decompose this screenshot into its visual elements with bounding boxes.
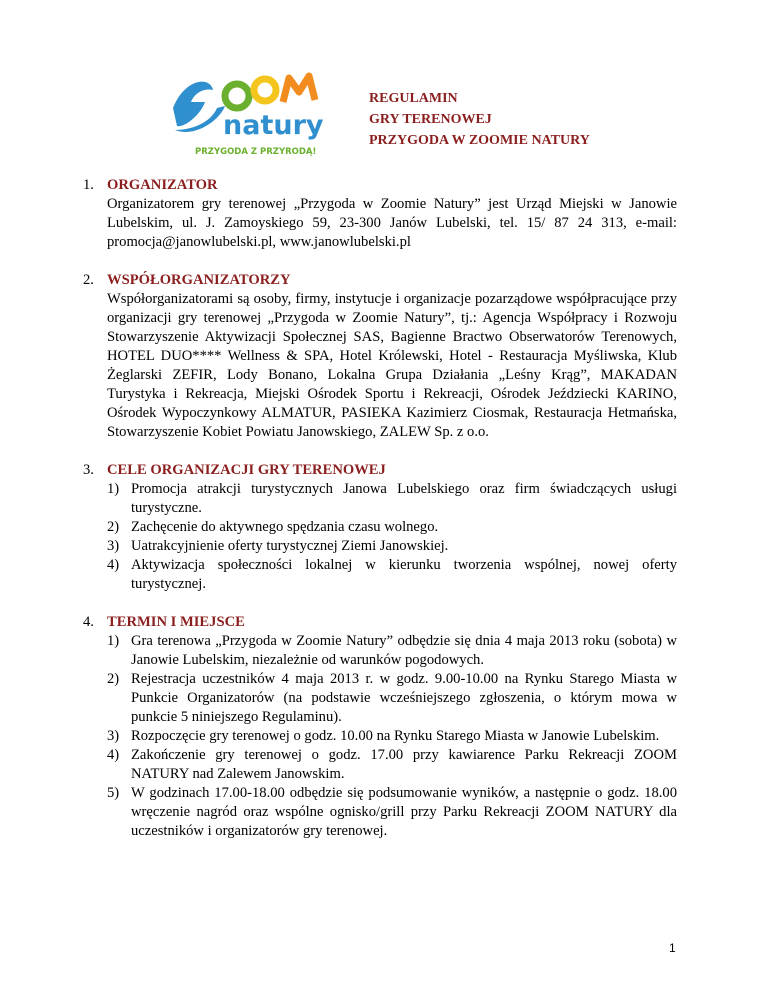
section-heading: WSPÓŁORGANIZATORZY: [107, 272, 291, 288]
item-number: 4): [107, 747, 120, 763]
svg-text:natury: natury: [223, 110, 324, 141]
list-item: [107, 556, 677, 594]
item-text: Promocja atrakcji turystycznych Janowa Lubelskiego oraz firm świadczących usługi turystyczne.: [131, 481, 677, 516]
svg-text:PRZYGODA Z PRZYRODĄ!: PRZYGODA Z PRZYRODĄ!: [195, 147, 317, 157]
section-number: 4.: [83, 614, 94, 630]
title-line-2: GRY TERENOWEJ: [369, 112, 492, 127]
item-text: Rejestracja uczestników 4 maja 2013 r. w godz. 9.00-10.00 na Rynku Starego Miasta w Punkcie Organizatorów (na podstawie wcześniejszego zgłoszenia, o którym mowa w punkcie 5 niniejszego Regulaminu).: [131, 671, 677, 725]
item-text: Zachęcenie do aktywnego spędzania czasu wolnego.: [131, 519, 439, 535]
title-line-3: PRZYGODA W ZOOMIE NATURY: [369, 133, 590, 148]
list-item: [107, 727, 677, 746]
item-number: 5): [107, 785, 120, 801]
item-number: 1): [107, 481, 120, 497]
item-number: 2): [107, 519, 120, 535]
item-text: Gra terenowa „Przygoda w Zoomie Natury” odbędzie się dnia 4 maja 2013 roku (sobota) w Janowie Lubelskim, niezależnie od warunków pogodowych.: [131, 633, 677, 668]
item-text: Aktywizacja społeczności lokalnej w kierunku tworzenia wspólnej, nowej oferty turystycznej.: [131, 557, 677, 592]
section-text: Współorganizatorami są osoby, firmy, instytucje i organizacje pozarządowe współpracujące przy organizacji gry terenowej „Przygoda w Zoomie Natury”, tj.: Agencja Współpracy i Rozwoju Stowarzyszenie Aktywizacji Społecznej SAS, Bagienne Bractwo Obserwatorów Terenowych, HOTEL DUO**** Wellness & SPA, Hotel Królewski, Hotel - Restauracja Myśliwska, Klub Żeglarski ZEFIR, Lody Bonano, Lokalna Grupa Działania „Leśny Krąg”, MAKADAN Turystyka i Rekreacja, Miejski Ośrodek Sportu i Rekreacji, Ośrodek Jeździecki KARINO, Ośrodek Wypoczynkowy ALMATUR, PASIEKA Kazimierz Ciosmak, Restauracja Hetmańska, Stowarzyszenie Kobiet Powiatu Janowskiego, ZALEW Sp. z o.o.: [107, 291, 677, 440]
list-item: [107, 480, 677, 518]
regulations-body: [83, 176, 677, 860]
item-text: W godzinach 17.00-18.00 odbędzie się podsumowanie wyników, a następnie o godz. 18.00 wręczenie nagród oraz wspólne ognisko/grill przy Parku Rekreacji ZOOM NATURY dla uczestników i organizatorów gry terenowej.: [131, 785, 677, 839]
title-line-1: REGULAMIN: [369, 91, 458, 106]
section-cele: [83, 461, 677, 594]
document-title: [369, 88, 590, 151]
item-text: Zakończenie gry terenowej o godz. 17.00 przy kawiarence Parku Rekreacji ZOOM NATURY nad Zalewem Janowskim.: [131, 747, 677, 782]
section-number: 2.: [83, 272, 94, 288]
item-number: 1): [107, 633, 120, 649]
section-text: Organizatorem gry terenowej „Przygoda w Zoomie Natury” jest Urząd Miejski w Janowie Lubelskim, ul. J. Zamoyskiego 59, 23-300 Janów Lubelski, tel. 15/ 87 24 313, e-mail: promocja@janowlubelski.pl, www.janowlubelski.pl: [107, 196, 677, 250]
section-wspolorganizatorzy: [83, 271, 677, 442]
schedule-list: [107, 632, 677, 841]
item-number: 2): [107, 671, 120, 687]
section-termin-i-miejsce: [83, 613, 677, 841]
page-number: 1: [669, 941, 676, 955]
item-number: 4): [107, 557, 120, 573]
goals-list: [107, 480, 677, 594]
list-item: [107, 632, 677, 670]
section-heading: TERMIN I MIEJSCE: [107, 614, 245, 630]
list-item: [107, 670, 677, 727]
list-item: [107, 518, 677, 537]
list-item: [107, 746, 677, 784]
item-text: Rozpoczęcie gry terenowej o godz. 10.00 na Rynku Starego Miasta w Janowie Lubelskim.: [131, 728, 660, 744]
item-number: 3): [107, 538, 120, 554]
section-heading: ORGANIZATOR: [107, 177, 218, 193]
item-number: 3): [107, 728, 120, 744]
section-number: 3.: [83, 462, 94, 478]
section-organizator: [83, 176, 677, 252]
section-heading: CELE ORGANIZACJI GRY TERENOWEJ: [107, 462, 386, 478]
list-item: [107, 784, 677, 841]
zoom-natury-logo: [165, 68, 330, 160]
item-text: Uatrakcyjnienie oferty turystycznej Ziemi Janowskiej.: [131, 538, 449, 554]
section-number: 1.: [83, 177, 94, 193]
list-item: [107, 537, 677, 556]
